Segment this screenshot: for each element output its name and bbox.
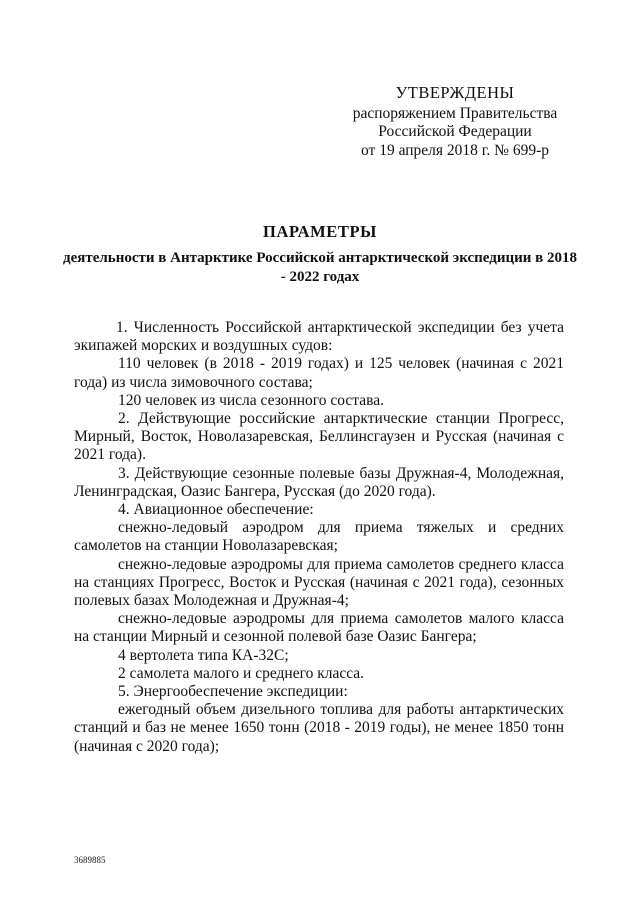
document-subtitle: [60, 249, 580, 287]
paragraph-7: снежно-ледовый аэродром для приема тяжелых и средних самолетов на станции Новолазаревская;: [74, 519, 564, 555]
paragraph-5: 3. Действующие сезонные полевые базы Дружная-4, Молодежная, Ленинградская, Оазис Бангера, Русская (до 2020 года).: [74, 464, 564, 500]
paragraph-3: 120 человек из числа сезонного состава.: [118, 391, 385, 409]
approval-line-2: Российской Федерации: [378, 123, 532, 140]
paragraph-2: 110 человек (в 2018 - 2019 годах) и 125 человек (начиная с 2021 года) из числа зимовочного состава;: [74, 355, 564, 391]
approval-heading: УТВЕРЖДЕНЫ: [395, 83, 515, 102]
paragraph-8: снежно-ледовые аэродромы для приема самолетов среднего класса на станциях Прогресс, Восток и Русская (начиная с 2021 года), сезонных полевых базах Молодежная и Дружная-4;: [74, 555, 564, 610]
paragraph-11: 2 самолета малого и среднего класса.: [118, 664, 365, 682]
paragraph-10: 4 вертолета типа КА-32С;: [118, 646, 289, 664]
approval-line-3: от 19 апреля 2018 г. № 699-р: [361, 141, 549, 159]
approval-line-1: распоряжением Правительства: [352, 104, 558, 122]
paragraph-9: снежно-ледовые аэродромы для приема самолетов малого класса на станции Мирный и сезонной полевой базе Оазис Бангера;: [74, 610, 564, 646]
paragraph-6: 4. Авиационное обеспечение:: [118, 501, 314, 519]
document-body: [74, 319, 564, 756]
approval-block: [340, 84, 570, 160]
document-title: ПАРАМЕТРЫ: [263, 222, 377, 241]
footer-doc-number: 3689885: [74, 855, 106, 865]
paragraph-13: ежегодный объем дизельного топлива для работы антарктических станций и баз не менее 1650 тонн (2018 - 2019 годы), не менее 1850 тонн (начиная с 2020 года);: [74, 701, 564, 755]
paragraph-12: 5. Энергообеспечение экспедиции:: [118, 683, 348, 701]
paragraph-1: 1. Численность Российской антарктической экспедиции без учета экипажей морских и воздушных судов:: [74, 319, 564, 355]
paragraph-4: 2. Действующие российские антарктические станции Прогресс, Мирный, Восток, Новолазаревская, Беллинсгаузен и Русская (начиная с 2021 года).: [74, 410, 564, 464]
document-subtitle-text: деятельности в Антарктике Российской антарктической экспедиции в 2018 - 2022 годах: [63, 250, 577, 285]
